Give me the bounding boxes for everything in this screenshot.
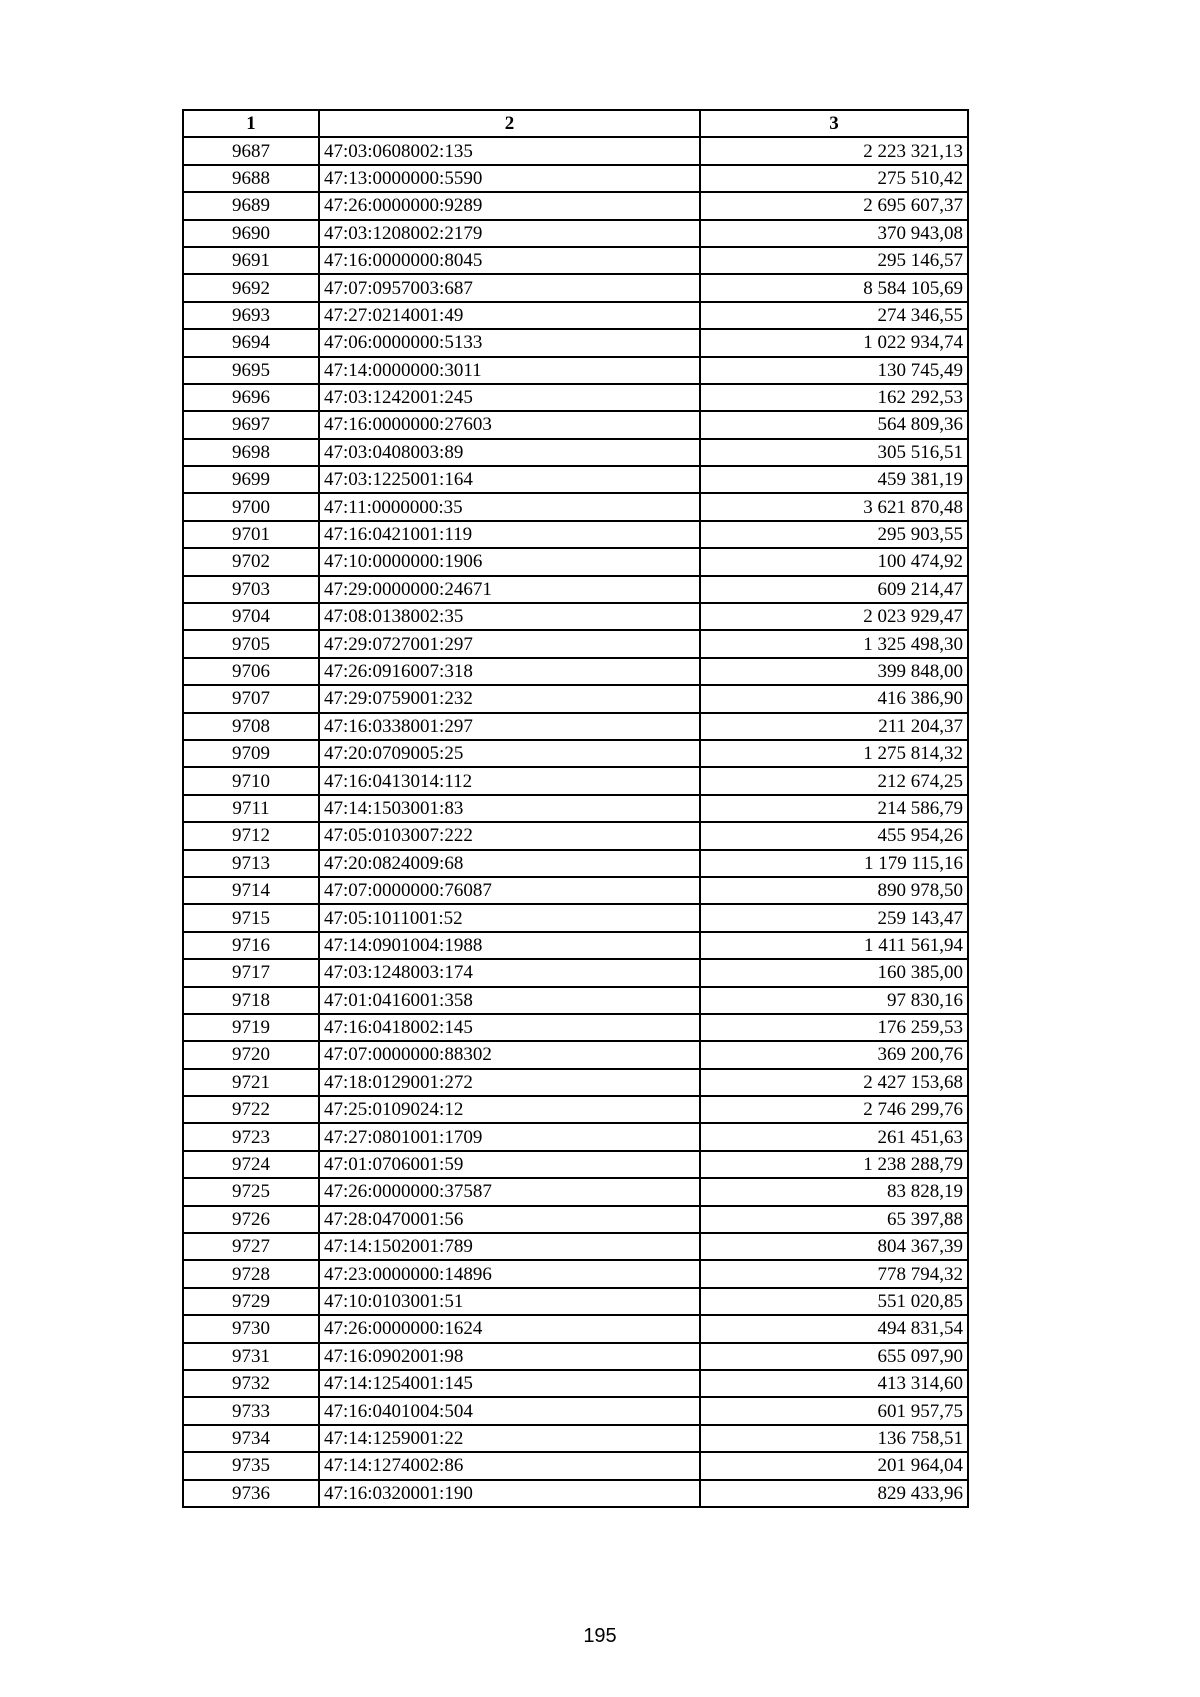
table-row [183, 576, 968, 603]
table-row [183, 1123, 968, 1150]
value-cell: 2 223 321,13 [700, 137, 968, 164]
table-row [183, 329, 968, 356]
cadastral-number-cell: 47:16:0000000:27603 [319, 411, 700, 438]
table-row [183, 877, 968, 904]
table-header [183, 110, 968, 137]
column-header-1: 1 [183, 110, 319, 137]
row-number-cell: 9691 [183, 247, 319, 274]
table-row [183, 439, 968, 466]
cadastral-number-cell: 47:25:0109024:12 [319, 1096, 700, 1123]
value-cell: 399 848,00 [700, 658, 968, 685]
cadastral-number-cell: 47:03:1248003:174 [319, 959, 700, 986]
row-number-cell: 9687 [183, 137, 319, 164]
table-row [183, 658, 968, 685]
cadastral-number-cell: 47:10:0103001:51 [319, 1288, 700, 1315]
table-row [183, 822, 968, 849]
value-cell: 601 957,75 [700, 1397, 968, 1424]
table-row [183, 192, 968, 219]
value-cell: 564 809,36 [700, 411, 968, 438]
cadastral-number-cell: 47:01:0706001:59 [319, 1151, 700, 1178]
row-number-cell: 9725 [183, 1178, 319, 1205]
table-row [183, 384, 968, 411]
row-number-cell: 9693 [183, 302, 319, 329]
value-cell: 130 745,49 [700, 357, 968, 384]
value-cell: 1 179 115,16 [700, 850, 968, 877]
cadastral-number-cell: 47:16:0421001:119 [319, 521, 700, 548]
value-cell: 305 516,51 [700, 439, 968, 466]
cadastral-number-cell: 47:23:0000000:14896 [319, 1260, 700, 1287]
table-row [183, 1260, 968, 1287]
cadastral-number-cell: 47:08:0138002:35 [319, 603, 700, 630]
cadastral-number-cell: 47:18:0129001:272 [319, 1069, 700, 1096]
table-row [183, 1480, 968, 1507]
value-cell: 295 146,57 [700, 247, 968, 274]
data-table [182, 109, 969, 1508]
cadastral-number-cell: 47:20:0709005:25 [319, 740, 700, 767]
row-number-cell: 9695 [183, 357, 319, 384]
value-cell: 413 314,60 [700, 1370, 968, 1397]
cadastral-number-cell: 47:05:1011001:52 [319, 904, 700, 931]
value-cell: 2 023 929,47 [700, 603, 968, 630]
row-number-cell: 9716 [183, 932, 319, 959]
value-cell: 370 943,08 [700, 220, 968, 247]
value-cell: 275 510,42 [700, 165, 968, 192]
cadastral-number-cell: 47:10:0000000:1906 [319, 548, 700, 575]
cadastral-number-cell: 47:11:0000000:35 [319, 493, 700, 520]
value-cell: 459 381,19 [700, 466, 968, 493]
table-row [183, 1014, 968, 1041]
cadastral-number-cell: 47:16:0338001:297 [319, 713, 700, 740]
row-number-cell: 9736 [183, 1480, 319, 1507]
value-cell: 211 204,37 [700, 713, 968, 740]
cadastral-number-cell: 47:03:0408003:89 [319, 439, 700, 466]
table-row [183, 247, 968, 274]
value-cell: 2 746 299,76 [700, 1096, 968, 1123]
cadastral-number-cell: 47:14:0000000:3011 [319, 357, 700, 384]
table-row [183, 411, 968, 438]
value-cell: 212 674,25 [700, 767, 968, 794]
table-row [183, 521, 968, 548]
row-number-cell: 9688 [183, 165, 319, 192]
row-number-cell: 9700 [183, 493, 319, 520]
row-number-cell: 9727 [183, 1233, 319, 1260]
value-cell: 416 386,90 [700, 685, 968, 712]
row-number-cell: 9698 [183, 439, 319, 466]
cadastral-number-cell: 47:03:1225001:164 [319, 466, 700, 493]
value-cell: 295 903,55 [700, 521, 968, 548]
row-number-cell: 9699 [183, 466, 319, 493]
row-number-cell: 9719 [183, 1014, 319, 1041]
cadastral-number-cell: 47:28:0470001:56 [319, 1206, 700, 1233]
row-number-cell: 9724 [183, 1151, 319, 1178]
table-row [183, 850, 968, 877]
cadastral-number-cell: 47:14:1259001:22 [319, 1425, 700, 1452]
cadastral-number-cell: 47:03:0608002:135 [319, 137, 700, 164]
cadastral-number-cell: 47:07:0000000:76087 [319, 877, 700, 904]
cadastral-number-cell: 47:26:0000000:1624 [319, 1315, 700, 1342]
value-cell: 455 954,26 [700, 822, 968, 849]
table-row [183, 165, 968, 192]
value-cell: 778 794,32 [700, 1260, 968, 1287]
cadastral-number-cell: 47:27:0214001:49 [319, 302, 700, 329]
value-cell: 65 397,88 [700, 1206, 968, 1233]
value-cell: 8 584 105,69 [700, 274, 968, 301]
table-row [183, 630, 968, 657]
row-number-cell: 9706 [183, 658, 319, 685]
cadastral-number-cell: 47:26:0916007:318 [319, 658, 700, 685]
table-row [183, 1370, 968, 1397]
page-number: 195 [583, 1625, 617, 1647]
table-row [183, 767, 968, 794]
value-cell: 1 325 498,30 [700, 630, 968, 657]
cadastral-number-cell: 47:14:1502001:789 [319, 1233, 700, 1260]
row-number-cell: 9708 [183, 713, 319, 740]
value-cell: 2 427 153,68 [700, 1069, 968, 1096]
cadastral-number-cell: 47:07:0957003:687 [319, 274, 700, 301]
cadastral-number-cell: 47:16:0413014:112 [319, 767, 700, 794]
value-cell: 1 411 561,94 [700, 932, 968, 959]
cadastral-number-cell: 47:16:0401004:504 [319, 1397, 700, 1424]
cadastral-number-cell: 47:27:0801001:1709 [319, 1123, 700, 1150]
value-cell: 1 238 288,79 [700, 1151, 968, 1178]
value-cell: 655 097,90 [700, 1343, 968, 1370]
table-row [183, 466, 968, 493]
table-row [183, 1425, 968, 1452]
value-cell: 494 831,54 [700, 1315, 968, 1342]
row-number-cell: 9711 [183, 795, 319, 822]
table-row [183, 1343, 968, 1370]
value-cell: 160 385,00 [700, 959, 968, 986]
row-number-cell: 9732 [183, 1370, 319, 1397]
value-cell: 100 474,92 [700, 548, 968, 575]
cadastral-number-cell: 47:13:0000000:5590 [319, 165, 700, 192]
row-number-cell: 9715 [183, 904, 319, 931]
row-number-cell: 9723 [183, 1123, 319, 1150]
table-row [183, 740, 968, 767]
table-row [183, 1178, 968, 1205]
value-cell: 609 214,47 [700, 576, 968, 603]
row-number-cell: 9733 [183, 1397, 319, 1424]
row-number-cell: 9704 [183, 603, 319, 630]
table-row [183, 1288, 968, 1315]
row-number-cell: 9722 [183, 1096, 319, 1123]
row-number-cell: 9731 [183, 1343, 319, 1370]
cadastral-number-cell: 47:03:1242001:245 [319, 384, 700, 411]
row-number-cell: 9712 [183, 822, 319, 849]
table-row [183, 1041, 968, 1068]
row-number-cell: 9697 [183, 411, 319, 438]
table-row [183, 302, 968, 329]
cadastral-number-cell: 47:29:0759001:232 [319, 685, 700, 712]
row-number-cell: 9692 [183, 274, 319, 301]
row-number-cell: 9705 [183, 630, 319, 657]
row-number-cell: 9718 [183, 987, 319, 1014]
table-row [183, 548, 968, 575]
table-row [183, 713, 968, 740]
row-number-cell: 9710 [183, 767, 319, 794]
cadastral-number-cell: 47:05:0103007:222 [319, 822, 700, 849]
table-row [183, 1069, 968, 1096]
row-number-cell: 9730 [183, 1315, 319, 1342]
value-cell: 259 143,47 [700, 904, 968, 931]
table-body [183, 137, 968, 1507]
cadastral-number-cell: 47:29:0000000:24671 [319, 576, 700, 603]
cadastral-number-cell: 47:26:0000000:9289 [319, 192, 700, 219]
table-row [183, 357, 968, 384]
cadastral-number-cell: 47:16:0000000:8045 [319, 247, 700, 274]
cadastral-number-cell: 47:16:0418002:145 [319, 1014, 700, 1041]
value-cell: 201 964,04 [700, 1452, 968, 1479]
value-cell: 2 695 607,37 [700, 192, 968, 219]
value-cell: 261 451,63 [700, 1123, 968, 1150]
table-row [183, 493, 968, 520]
row-number-cell: 9720 [183, 1041, 319, 1068]
row-number-cell: 9707 [183, 685, 319, 712]
table-row [183, 904, 968, 931]
value-cell: 890 978,50 [700, 877, 968, 904]
table-row [183, 137, 968, 164]
value-cell: 829 433,96 [700, 1480, 968, 1507]
row-number-cell: 9709 [183, 740, 319, 767]
table-row [183, 959, 968, 986]
value-cell: 804 367,39 [700, 1233, 968, 1260]
row-number-cell: 9701 [183, 521, 319, 548]
header-row [183, 110, 968, 137]
table-row [183, 1315, 968, 1342]
table-row [183, 1233, 968, 1260]
value-cell: 369 200,76 [700, 1041, 968, 1068]
value-cell: 214 586,79 [700, 795, 968, 822]
value-cell: 176 259,53 [700, 1014, 968, 1041]
table-row [183, 220, 968, 247]
table-row [183, 1151, 968, 1178]
table-row [183, 1397, 968, 1424]
table-row [183, 932, 968, 959]
column-header-3: 3 [700, 110, 968, 137]
table-row [183, 1206, 968, 1233]
table-row [183, 685, 968, 712]
table-row [183, 1452, 968, 1479]
cadastral-number-cell: 47:26:0000000:37587 [319, 1178, 700, 1205]
value-cell: 1 275 814,32 [700, 740, 968, 767]
cadastral-number-cell: 47:14:1254001:145 [319, 1370, 700, 1397]
row-number-cell: 9702 [183, 548, 319, 575]
row-number-cell: 9726 [183, 1206, 319, 1233]
row-number-cell: 9717 [183, 959, 319, 986]
value-cell: 136 758,51 [700, 1425, 968, 1452]
row-number-cell: 9735 [183, 1452, 319, 1479]
row-number-cell: 9734 [183, 1425, 319, 1452]
row-number-cell: 9690 [183, 220, 319, 247]
row-number-cell: 9713 [183, 850, 319, 877]
cadastral-number-cell: 47:07:0000000:88302 [319, 1041, 700, 1068]
column-header-2: 2 [319, 110, 700, 137]
row-number-cell: 9694 [183, 329, 319, 356]
cadastral-number-cell: 47:16:0902001:98 [319, 1343, 700, 1370]
cadastral-number-cell: 47:14:1503001:83 [319, 795, 700, 822]
row-number-cell: 9728 [183, 1260, 319, 1287]
value-cell: 162 292,53 [700, 384, 968, 411]
value-cell: 3 621 870,48 [700, 493, 968, 520]
cadastral-number-cell: 47:01:0416001:358 [319, 987, 700, 1014]
value-cell: 274 346,55 [700, 302, 968, 329]
value-cell: 97 830,16 [700, 987, 968, 1014]
table-row [183, 274, 968, 301]
value-cell: 551 020,85 [700, 1288, 968, 1315]
row-number-cell: 9696 [183, 384, 319, 411]
table-row [183, 1096, 968, 1123]
row-number-cell: 9721 [183, 1069, 319, 1096]
cadastral-number-cell: 47:14:0901004:1988 [319, 932, 700, 959]
row-number-cell: 9714 [183, 877, 319, 904]
cadastral-number-cell: 47:29:0727001:297 [319, 630, 700, 657]
row-number-cell: 9729 [183, 1288, 319, 1315]
cadastral-number-cell: 47:14:1274002:86 [319, 1452, 700, 1479]
cadastral-number-cell: 47:20:0824009:68 [319, 850, 700, 877]
cadastral-number-cell: 47:03:1208002:2179 [319, 220, 700, 247]
cadastral-number-cell: 47:06:0000000:5133 [319, 329, 700, 356]
row-number-cell: 9703 [183, 576, 319, 603]
table-row [183, 795, 968, 822]
table-row [183, 603, 968, 630]
value-cell: 83 828,19 [700, 1178, 968, 1205]
row-number-cell: 9689 [183, 192, 319, 219]
value-cell: 1 022 934,74 [700, 329, 968, 356]
table-row [183, 987, 968, 1014]
cadastral-number-cell: 47:16:0320001:190 [319, 1480, 700, 1507]
